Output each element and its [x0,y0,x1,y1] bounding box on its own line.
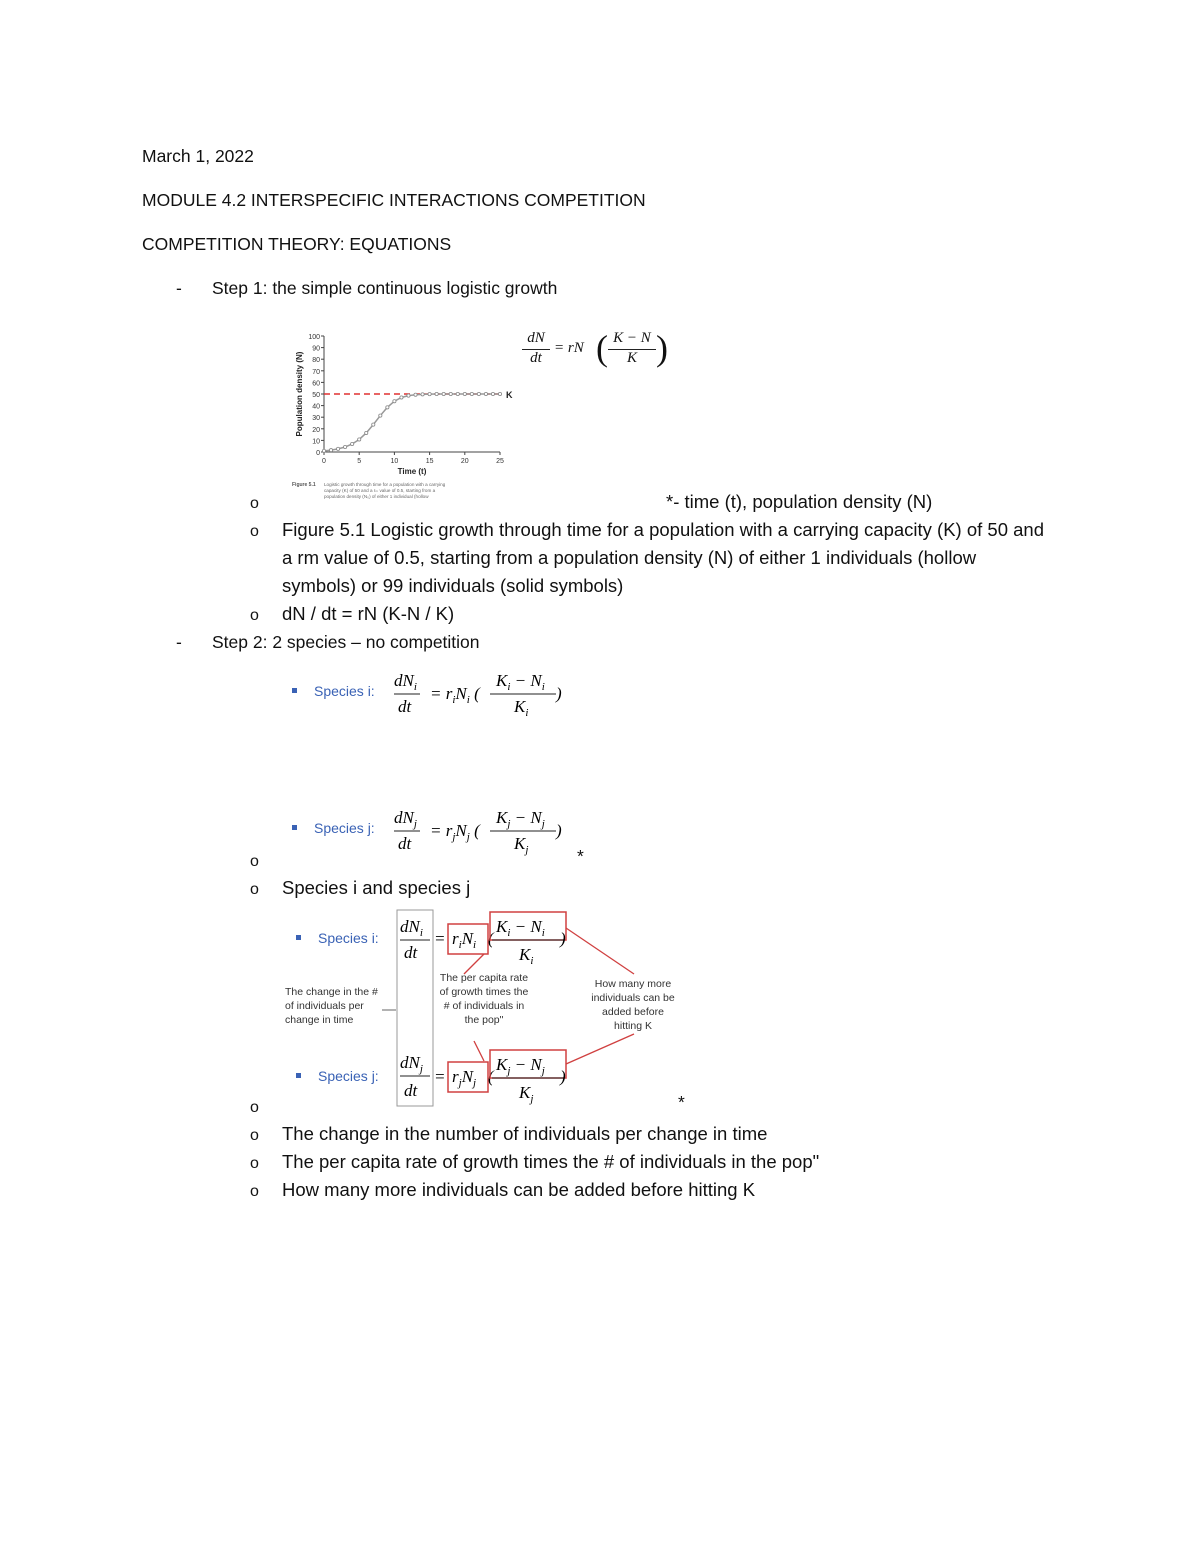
data-point [393,400,396,403]
annot-j-lhs-num: $dN_j$ [400,1053,423,1075]
data-point [449,392,452,395]
final-bullet-text-4: How many more individuals can be added before hitting K [282,1179,756,1200]
annot-j-eq: = [434,1067,446,1086]
y-tick-label: 60 [312,380,320,388]
step2-bullet-marker-2: o [250,881,259,898]
species-j-equation [290,801,580,861]
final-bullet-text-2: The change in the number of individuals per change in time [282,1123,768,1144]
y-tick-label: 70 [312,368,320,376]
final-bullet-marker-2: o [250,1127,259,1144]
step1-bullet-marker-1: o [250,495,259,512]
annot-i-rhs-den: $K_i$ [519,945,534,967]
figure-caption-line: population density (N₀) of either 1 individual (hollow [324,494,429,499]
middle-note-connector-bottom [474,1041,484,1061]
final-bullet-text-3: The per capita rate of growth times the # of individuals in the pop" [282,1151,820,1172]
y-tick-label: 10 [312,438,320,446]
annot-left-note: The change in the # of individuals per change in time [285,986,378,1026]
eq-i-rhs-prefix: = $r_iN_i$ ( [430,684,480,706]
annot-j-paren-close: ) [560,1067,566,1086]
annot-i-lhs-num: $dN_i$ [400,917,423,939]
step1-label: Step 1: the simple continuous logistic growth [212,278,558,298]
step1-dash: - [176,278,182,298]
data-point [336,447,339,450]
eq-j-lhs-den: dt [398,834,412,853]
data-point [484,392,487,395]
logistic-curve [324,394,500,451]
step1-bullet-text-2: Figure 5.1 Logistic growth through time for a population with a carrying capacity (K) of 50 and a rm value of 0.5, starting from a population density (N) of either 1 individuals (hollow symbols) or 99 individuals (solid symbols) [282,519,1044,596]
eq-j-rhs-den: $K_j$ [514,834,529,856]
final-bullet-marker-1: o [250,1099,259,1116]
species-i-equation [290,664,580,724]
y-tick-label: 90 [312,345,320,353]
y-tick-label: 50 [312,392,320,399]
y-tick-label: 30 [312,415,320,423]
data-point [428,393,431,396]
annot-j-rn: $r_jN_j$ [452,1067,477,1089]
data-point [351,442,354,445]
x-tick-label: 10 [390,458,399,465]
step2-bullet-marker-1: o [250,853,259,870]
step1-bullet-text-1: *- time (t), population density (N) [666,491,933,512]
annot-j-paren-open: ( [488,1067,494,1086]
annot-right-note: How many more individuals can be added before hitting K [591,978,675,1032]
date: March 1, 2022 [142,146,254,166]
data-point [407,394,410,397]
species-i-label: Species i: [314,683,375,699]
x-tick-label: 15 [425,458,434,465]
data-point [463,392,466,395]
logistic-growth-chart [284,322,544,500]
eq-lhs-num: dN [527,330,545,346]
data-point [400,396,403,399]
data-point [498,392,501,395]
annot-species-i-label: Species i: [318,930,379,946]
x-tick-label: 5 [357,458,362,465]
annot-i-kn: $K_i - N_i$ [496,917,545,939]
annot-i-lhs-den: dt [404,943,418,962]
eq-i-rhs-num: $K_i - N_i$ [496,671,545,693]
right-note-connector-bottom [566,1034,634,1064]
annot-i-eq: = [434,929,446,948]
eq-rhs-num: K − N [613,330,651,346]
annot-star: * [678,1092,685,1112]
y-tick-label: 40 [312,403,320,411]
data-point [322,449,325,452]
blue-bullet-icon [296,935,301,940]
species-j-label: Species j: [314,820,375,836]
figure-caption-label: Figure 5.1 [292,482,316,488]
annot-i-rn: $r_iN_i$ [452,929,477,951]
data-point [435,392,438,395]
eq-j-rhs-prefix: = $r_jN_j$ ( [430,821,480,843]
data-point [386,406,389,409]
module-title: MODULE 4.2 INTERSPECIFIC INTERACTIONS COMPETITION [142,190,646,210]
annot-j-lhs-den: dt [404,1081,418,1100]
data-point [358,438,361,441]
data-point [421,393,424,396]
data-point [379,414,382,417]
data-point [470,392,473,395]
x-tick-label: 25 [496,458,504,465]
annot-j-kn: $K_j - N_j$ [496,1055,545,1077]
eq-j-paren-close: ) [556,821,562,840]
eq-paren-right: ) [656,328,668,368]
eq-j-lhs-num: $dN_j$ [394,808,417,830]
step1-bullet-text-3: dN / dt = rN (K-N / K) [282,603,455,624]
blue-bullet-icon [292,688,297,693]
final-bullet-marker-4: o [250,1183,259,1200]
figure-caption-line: Logistic growth through time for a population with a carrying [324,482,446,487]
k-label: K [506,390,513,400]
data-point [344,445,347,448]
x-tick-label: 20 [460,458,469,465]
section-title: COMPETITION THEORY: EQUATIONS [142,234,452,254]
eq-i-paren-close: ) [556,684,562,703]
blue-bullet-icon [296,1073,301,1078]
y-tick-label: 100 [308,334,320,341]
y-tick-label: 0 [316,450,320,457]
annot-i-paren-open: ( [488,929,494,948]
data-point [414,393,417,396]
right-note-connector-top [566,928,634,974]
eq-paren-left: ( [596,328,608,368]
eq-i-rhs-den: $K_i$ [514,697,529,719]
annot-middle-note: The per capita rate of growth times the # of individuals in the pop" [439,972,529,1026]
eq-i-lhs-num: $dN_i$ [394,671,417,693]
eq-rhs-prefix: = rN [554,340,584,356]
eq-lhs-den: dt [530,350,542,366]
annot-i-paren-close: ) [560,929,566,948]
step2-dash: - [176,632,182,652]
step2-bullet-text-2: Species i and species j [282,877,471,898]
eq-rhs-den: K [626,350,637,366]
data-point [365,431,368,434]
final-bullet-marker-3: o [250,1155,259,1172]
y-axis-label: Population density (N) [295,351,304,437]
data-point [372,423,375,426]
data-point [477,392,480,395]
logistic-equation [516,330,666,374]
data-point [491,392,494,395]
figure-caption-line: capacity (K) of 50 and a rₘ value of 0.5, starting from a [324,488,436,493]
step1-bullet-marker-2: o [250,523,259,540]
step2-label: Step 2: 2 species – no competition [212,632,480,652]
x-axis-label: Time (t) [397,467,427,476]
annot-species-j-label: Species j: [318,1068,379,1084]
step1-bullet-marker-3: o [250,607,259,624]
data-point [442,392,445,395]
eq-j-rhs-num: $K_j - N_j$ [496,808,545,830]
annot-j-rhs-den: $K_j$ [519,1083,534,1105]
y-tick-label: 20 [312,426,320,434]
step2-star: * [577,846,584,866]
blue-bullet-icon [292,825,297,830]
data-point [329,449,332,452]
x-tick-label: 0 [322,458,326,465]
data-point [456,392,459,395]
dndt-box [397,910,433,1106]
y-tick-label: 80 [312,357,320,365]
eq-i-lhs-den: dt [398,697,412,716]
